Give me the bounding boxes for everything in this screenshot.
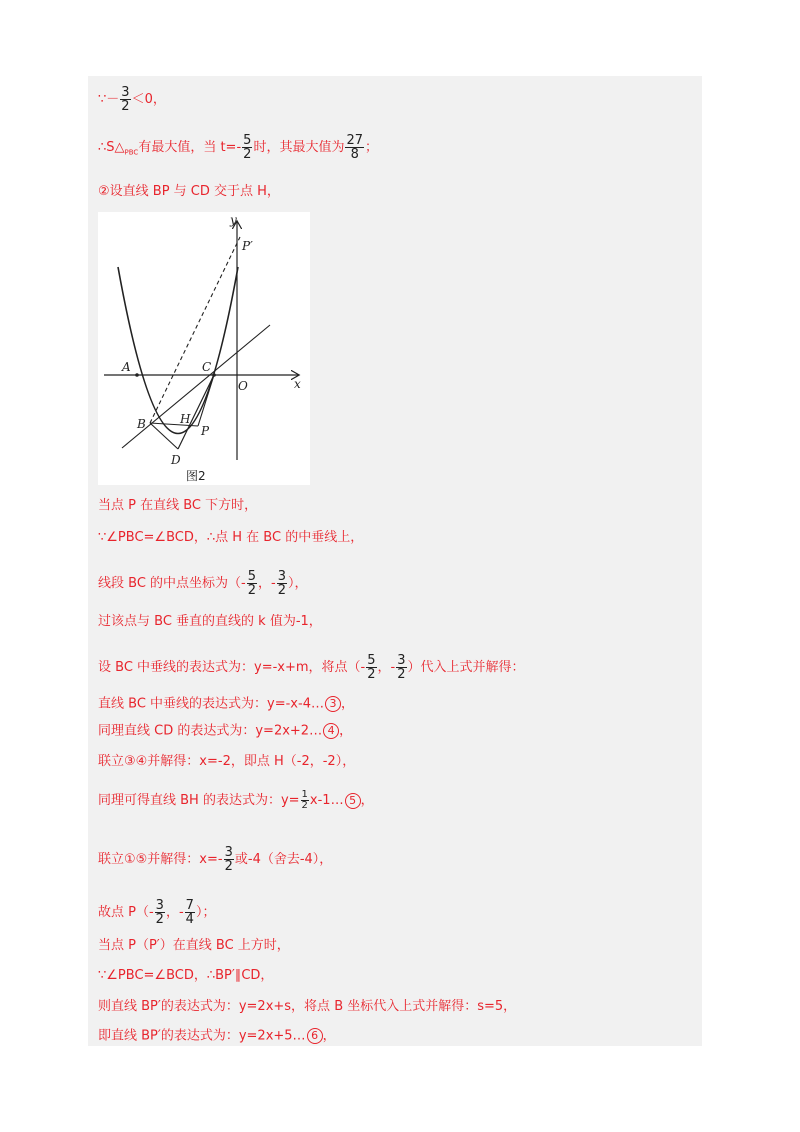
fraction xyxy=(185,899,195,926)
text: 有最大值，当 t=- xyxy=(138,140,242,155)
fraction xyxy=(277,570,287,597)
denominator: 2 xyxy=(367,667,376,682)
line-h-on-perpendicular: ∵∠PBC=∠BCD，∴点 H 在 BC 的中垂线上， xyxy=(98,530,364,545)
fraction xyxy=(301,790,309,811)
parabola-diagram xyxy=(98,212,310,485)
line-bd xyxy=(150,423,178,449)
text: ＜0， xyxy=(131,92,166,107)
line-k-value: 过该点与 BC 垂直的直线的 k 值为-1， xyxy=(98,614,322,629)
text: 设 BC 中垂线的表达式为：y=-x+m，将点（- xyxy=(98,660,366,675)
denominator: 2 xyxy=(121,99,130,114)
fraction xyxy=(155,899,165,926)
line-p-above-bc: 当点 P（P′）在直线 BC 上方时， xyxy=(98,938,290,953)
text: x-1… xyxy=(309,793,344,808)
line-perpendicular-expr xyxy=(98,696,354,713)
fraction xyxy=(247,570,257,597)
text: 同理直线 CD 的表达式为：y=2x+2… xyxy=(98,723,323,739)
fraction xyxy=(242,134,252,161)
denominator: 2 xyxy=(277,583,286,598)
label-x: x xyxy=(294,377,301,391)
text: 即直线 BP′的表达式为：y=2x+5… xyxy=(98,1028,306,1044)
figure-2 xyxy=(98,212,310,485)
label-h: H xyxy=(180,412,191,426)
denominator: 2 xyxy=(224,859,233,874)
figure-caption: 图2 xyxy=(186,469,206,483)
text: 时，其最大值为 xyxy=(253,140,345,155)
line-solve-x xyxy=(98,846,332,873)
line-set-perpendicular xyxy=(98,654,525,681)
fraction xyxy=(366,654,376,681)
point-a xyxy=(135,373,139,377)
circled-number: 5 xyxy=(345,793,361,809)
text: ）； xyxy=(195,905,216,920)
line-set-h: ②设直线 BP 与 CD 交于点 H， xyxy=(98,184,280,199)
line-max-area xyxy=(98,134,378,161)
text: 或-4（舍去-4）， xyxy=(234,852,333,867)
subscript: PBC xyxy=(124,148,139,157)
label-a: A xyxy=(122,360,131,374)
denominator: 2 xyxy=(301,800,308,811)
label-p-prime: P′ xyxy=(242,239,253,253)
numerator: 3 xyxy=(224,845,233,860)
point-c xyxy=(212,373,216,377)
text: 故点 P（- xyxy=(98,905,154,920)
text: 同理可得直线 BH 的表达式为：y= xyxy=(98,793,300,808)
text: ， xyxy=(360,793,374,808)
line-midpoint-bc xyxy=(98,570,308,597)
numerator: 5 xyxy=(247,569,257,584)
line-cd-expr xyxy=(98,723,352,740)
numerator: 3 xyxy=(397,653,406,668)
label-p: P xyxy=(201,424,210,438)
circled-number: 3 xyxy=(325,696,341,712)
line-bh-expr xyxy=(98,790,374,811)
text: ）， xyxy=(288,576,308,591)
line-bp-parallel: ∵∠PBC=∠BCD，∴BP′∥CD， xyxy=(98,968,274,983)
numerator: 27 xyxy=(346,133,363,148)
denominator: 2 xyxy=(243,147,252,162)
numerator: 3 xyxy=(277,569,286,584)
text: ，- xyxy=(377,660,396,675)
line-since-negative xyxy=(98,86,166,113)
label-b: B xyxy=(137,417,146,431)
text: 直线 BC 中垂线的表达式为：y=-x-4… xyxy=(98,696,324,712)
text: ∵－ xyxy=(98,92,120,107)
text: ∴S△ xyxy=(98,140,125,155)
fraction xyxy=(120,86,130,113)
numerator: 7 xyxy=(185,898,194,913)
numerator: 3 xyxy=(121,85,130,100)
denominator: 4 xyxy=(185,912,194,927)
text: ， xyxy=(340,696,354,712)
denominator: 2 xyxy=(155,912,164,927)
numerator: 1 xyxy=(301,789,308,800)
label-d: D xyxy=(171,453,181,467)
text: ， xyxy=(322,1028,336,1044)
text: ， xyxy=(339,723,353,739)
label-y: y xyxy=(230,213,237,227)
numerator: 3 xyxy=(155,898,164,913)
text: ，- xyxy=(165,905,184,920)
numerator: 5 xyxy=(367,653,376,668)
label-o: O xyxy=(238,379,248,393)
text: ）代入上式并解得： xyxy=(407,660,525,675)
line-p-below-bc: 当点 P 在直线 BC 下方时， xyxy=(98,498,258,513)
denominator: 2 xyxy=(397,667,406,682)
text: ； xyxy=(365,140,379,155)
fraction xyxy=(345,134,364,161)
text: ，- xyxy=(258,576,276,591)
line-bp-prime-expr-s: 则直线 BP′的表达式为：y=2x+s，将点 B 坐标代入上式并解得：s=5， xyxy=(98,999,517,1014)
numerator: 5 xyxy=(243,133,252,148)
denominator: 8 xyxy=(350,147,359,162)
line-bp-prime xyxy=(150,237,240,423)
line-point-p xyxy=(98,899,215,926)
line-solve-h: 联立③④并解得：x=-2，即点 H（-2，-2）， xyxy=(98,754,356,769)
denominator: 2 xyxy=(247,583,257,598)
fraction xyxy=(224,846,234,873)
parabola-curve xyxy=(118,267,238,434)
text: 线段 BC 的中点坐标为（- xyxy=(98,576,246,591)
label-c: C xyxy=(202,360,212,374)
circled-number: 6 xyxy=(307,1028,323,1044)
line-bp-prime-expr xyxy=(98,1028,336,1045)
circled-number: 4 xyxy=(323,723,339,739)
fraction xyxy=(396,654,406,681)
text: 联立①⑤并解得：x=- xyxy=(98,852,223,867)
